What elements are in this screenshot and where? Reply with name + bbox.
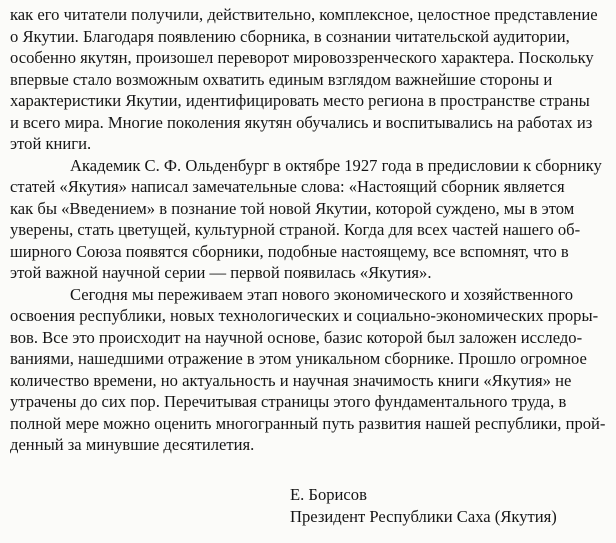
paragraph-2 bbox=[10, 155, 606, 284]
text-line: статей «Якутия» написал замечательные слова: «Настоящий сборник является bbox=[10, 177, 565, 196]
signature-name: Е. Борисов bbox=[290, 485, 367, 504]
text-line: ваниями, нашедшими отражение в этом уникальном сборнике. Прошло огромное bbox=[10, 349, 587, 368]
text-line: о Якутии. Благодаря появлению сборника, в сознании читательской аудитории, bbox=[10, 26, 570, 46]
text-line: как его читатели получили, действительно, комплексное, целостное представление bbox=[10, 5, 598, 24]
text-line: освоения республики, новых технологических и социально-экономических проры- bbox=[10, 306, 599, 325]
text-line: этой важной научной серии — первой появилась «Якутия». bbox=[10, 263, 432, 282]
text-line: характеристики Якутии, идентифицировать место региона в пространстве страны bbox=[10, 91, 590, 110]
text-line: ширного Союза появятся сборники, подобные настоящему, все вспомнят, что в bbox=[10, 241, 569, 261]
body-text bbox=[10, 4, 606, 456]
text-line: денный за минувшие десятилетия. bbox=[10, 435, 255, 454]
text-line: уверены, стать цветущей, культурной страной. Когда для всех частей нашего об- bbox=[10, 220, 581, 239]
text-line: и всего мира. Многие поколения якутян обучались и воспитывались на работах из bbox=[10, 112, 593, 132]
text-line: Сегодня мы переживаем этап нового экономического и хозяйственного bbox=[70, 284, 574, 304]
text-line: полной мере можно оценить многогранный путь развития нашей республики, прой- bbox=[10, 413, 606, 433]
text-line: количество времени, но актуальность и научная значимость книги «Якутия» не bbox=[10, 370, 572, 390]
text-line: Академик С. Ф. Ольденбург в октябре 1927 года в предисловии к сборнику bbox=[70, 155, 602, 175]
text-line: впервые стало возможным охватить единым взглядом важнейшие стороны и bbox=[10, 69, 553, 89]
text-line: как бы «Введением» в познание той новой Якутии, которой суждено, мы в этом bbox=[10, 198, 575, 218]
paragraph-1 bbox=[10, 4, 606, 155]
signature-title: Президент Республики Саха (Якутия) bbox=[290, 506, 557, 526]
text-line: этой книги. bbox=[10, 134, 92, 153]
text-line: особенно якутян, произошел переворот мировоззренческого характера. Поскольку bbox=[10, 48, 594, 67]
text-line: вов. Все это происходит на научной основе, базис которой был заложен исследо- bbox=[10, 327, 583, 347]
text-line: утрачены до сих пор. Перечитывая страницы этого фундаментального труда, в bbox=[10, 392, 567, 411]
signature-block bbox=[290, 484, 610, 527]
paragraph-3 bbox=[10, 284, 606, 456]
